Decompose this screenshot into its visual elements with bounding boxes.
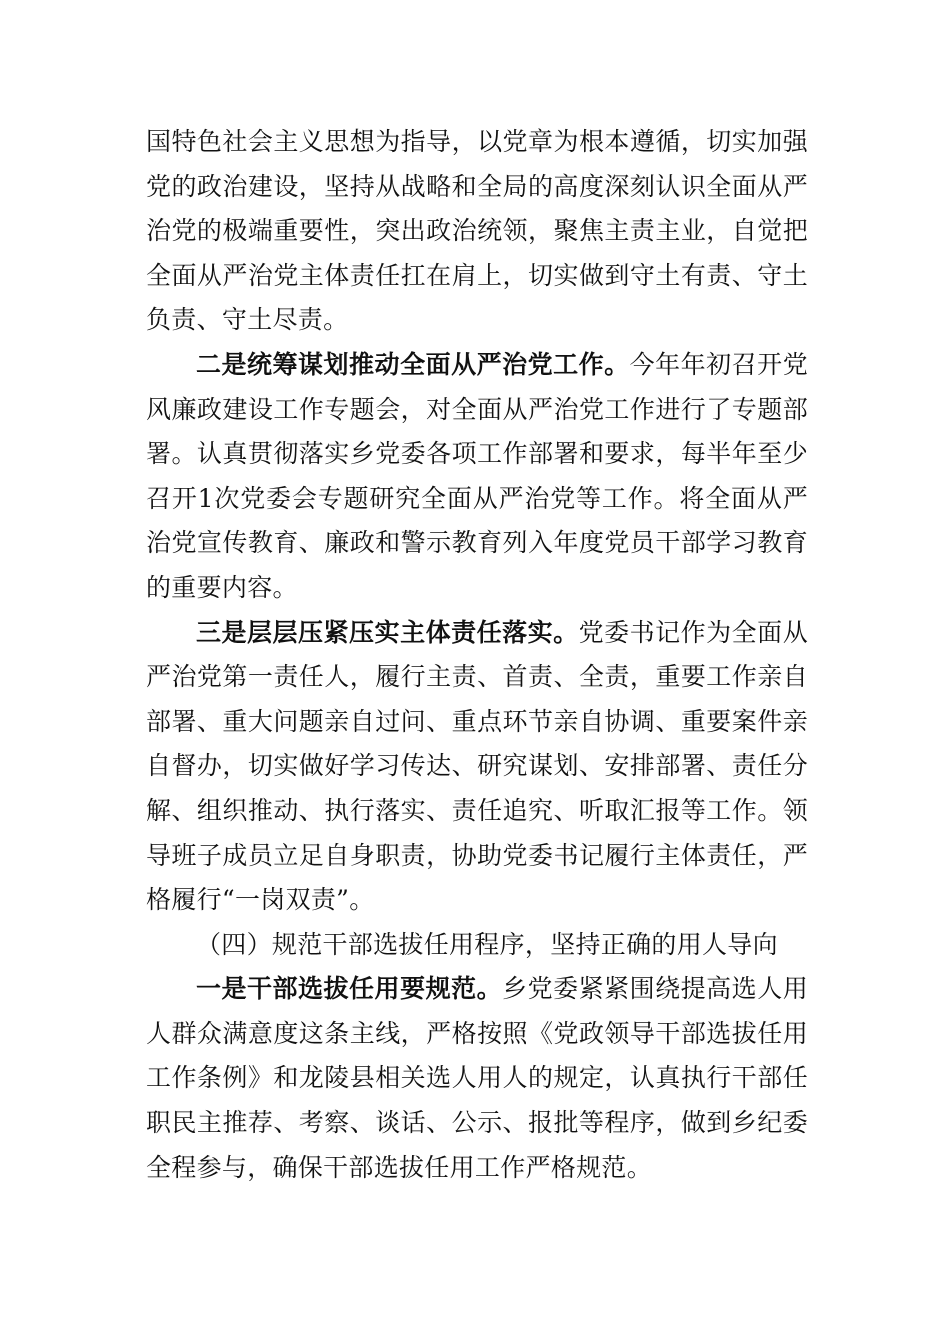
paragraph-text: 国特色社会主义思想为指导，以党章为根本遵循，切实加强党的政治建设，坚持从战略和全局的高度深刻认识全面从严治党的极端重要性，突出政治统领，聚焦主责主业，自觉把全面从严治党主体责任扛在肩上，切实做到守土有责、守土负责、守土尽责。 xyxy=(146,127,808,335)
document-body xyxy=(146,120,808,1190)
paragraph-lead-heading: 三是层层压紧压实主体责任落实。 xyxy=(196,617,579,647)
paragraph-lead-heading: 二是统筹谋划推动全面从严治党工作。 xyxy=(196,349,630,379)
section-heading xyxy=(146,923,808,968)
section-heading-text: （四）规范干部选拔任用程序，坚持正确的用人导向 xyxy=(196,929,778,959)
paragraph-point-one xyxy=(146,967,808,1190)
paragraph-text: 乡党委紧紧围绕提高选人用人群众满意度这条主线，严格按照《党政领导干部选拔任用工作条例》和龙陵县相关选人用人的规定，认真执行干部任职民主推荐、考察、谈话、公示、报批等程序，做到乡纪委全程参与，确保干部选拔任用工作严格规范。 xyxy=(146,974,808,1182)
paragraph-text: 今年年初召开党风廉政建设工作专题会，对全面从严治党工作进行了专题部署。认真贯彻落实乡党委各项工作部署和要求，每半年至少召开1次党委会专题研究全面从严治党等工作。将全面从严治党宣传教育、廉政和警示教育列入年度党员干部学习教育的重要内容。 xyxy=(146,349,808,602)
paragraph-text: 党委书记作为全面从严治党第一责任人，履行主责、首责、全责，重要工作亲自部署、重大问题亲自过问、重点环节亲自协调、重要案件亲自督办，切实做好学习传达、研究谋划、安排部署、责任分解、组织推动、执行落实、责任追究、听取汇报等工作。领导班子成员立足自身职责，协助党委书记履行主体责任，严格履行“一岗双责”。 xyxy=(146,617,808,915)
paragraph-lead-heading: 一是干部选拔任用要规范。 xyxy=(196,974,503,1004)
paragraph-continuation xyxy=(146,120,808,343)
paragraph-point-two xyxy=(146,343,808,611)
paragraph-point-three xyxy=(146,611,808,923)
